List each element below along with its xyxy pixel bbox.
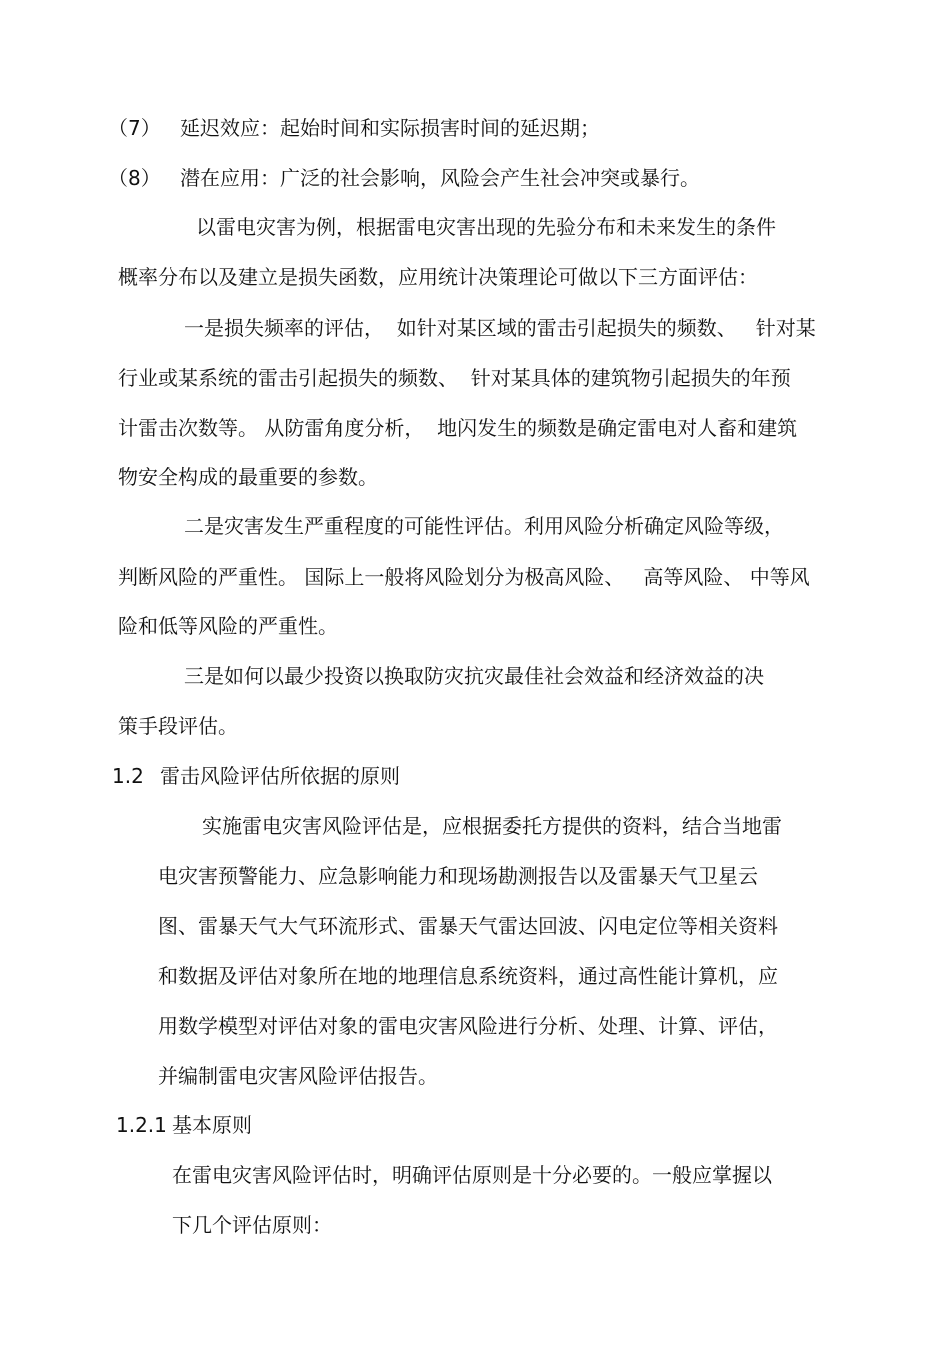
paragraph-line: 电灾害预警能力、应急影响能力和现场勘测报告以及雷暴天气卫星云 [158,864,758,888]
paragraph-line: 概率分布以及建立是损失函数，应用统计决策理论可做以下三方面评估： [118,265,758,289]
paragraph-line: 二是灾害发生严重程度的可能性评估。利用风险分析确定风险等级， [184,514,784,538]
paragraph-line: 行业或某系统的雷击引起损失的频数、 针对某具体的建筑物引起损失的年预 [118,366,791,390]
paragraph-line: 以雷电灾害为例，根据雷电灾害出现的先验分布和未来发生的条件 [196,215,776,239]
paragraph-line: 图、雷暴天气大气环流形式、雷暴天气雷达回波、闪电定位等相关资料 [158,914,778,938]
paragraph-line: 险和低等风险的严重性。 [118,614,338,638]
paragraph-line: 判断风险的严重性。 国际上一般将风险划分为极高风险、 高等风险、 中等风 [118,565,810,589]
paragraph-line: 实施雷电灾害风险评估是，应根据委托方提供的资料，结合当地雷 [202,814,782,838]
subsection-title: 基本原则 [172,1113,252,1137]
paragraph-line: 在雷电灾害风险评估时，明确评估原则是十分必要的。一般应掌握以 [172,1163,772,1187]
paragraph-line: 用数学模型对评估对象的雷电灾害风险进行分析、处理、计算、评估， [158,1014,778,1038]
paragraph-line: 三是如何以最少投资以换取防灾抗灾最佳社会效益和经济效益的决 [184,664,764,688]
item-7-text: 延迟效应：起始时间和实际损害时间的延迟期； [180,116,600,140]
section-number: 1.2 [112,764,144,788]
paragraph-line: 下几个评估原则： [172,1213,332,1237]
paragraph-line: 物安全构成的最重要的参数。 [118,465,378,489]
item-8-text: 潜在应用：广泛的社会影响，风险会产生社会冲突或暴行。 [180,166,700,190]
paragraph-line: 一是损失频率的评估， 如针对某区域的雷击引起损失的频数、 针对某 [184,316,816,340]
subsection-number: 1.2.1 [116,1113,167,1137]
paragraph-line: 和数据及评估对象所在地的地理信息系统资料，通过高性能计算机，应 [158,964,778,988]
section-title: 雷击风险评估所依据的原则 [160,764,400,788]
item-8-number: （8） [108,166,161,190]
item-7-number: （7） [108,116,161,140]
paragraph-line: 策手段评估。 [118,714,238,738]
paragraph-line: 并编制雷电灾害风险评估报告。 [158,1064,438,1088]
paragraph-line: 计雷击次数等。 从防雷角度分析， 地闪发生的频数是确定雷电对人畜和建筑 [118,416,798,440]
